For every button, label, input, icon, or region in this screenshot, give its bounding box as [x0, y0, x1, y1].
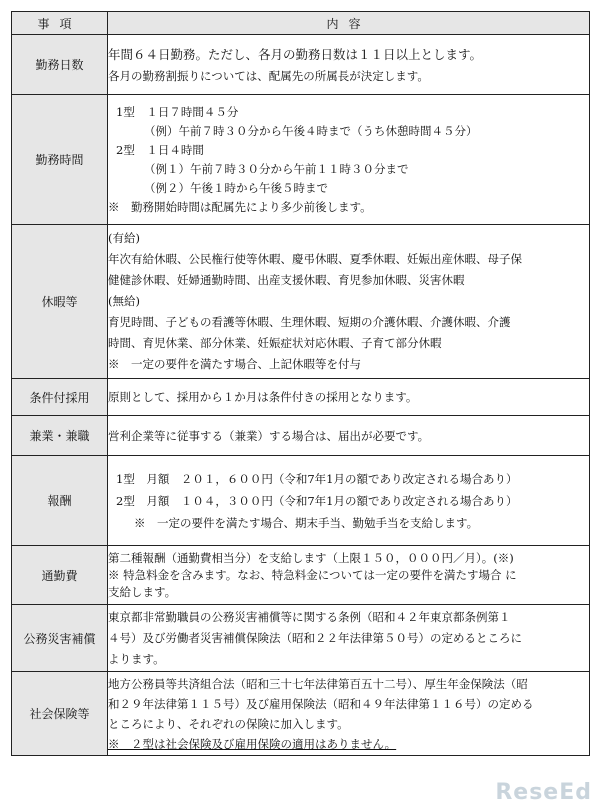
content-insurance: [108, 672, 590, 756]
row-workdays: [12, 35, 590, 95]
text-line: 支給します。: [108, 584, 177, 599]
text-line: 各月の勤務割振りについては、配属先の所属長が決定します。: [108, 68, 429, 83]
watermark-logo: ReseEd: [495, 780, 592, 805]
row-commute: [12, 546, 590, 605]
content-commute: [108, 546, 590, 605]
text-line: (有給): [108, 231, 140, 245]
text-line: 2型 １日４時間: [116, 142, 204, 157]
text-line: 第二種報酬（通勤費相当分）を支給します（上限１５０，０００円／月）。(※): [108, 550, 514, 565]
label-leave: 休暇等: [12, 225, 108, 379]
text-line: 健健診休暇、妊婦通勤時間、出産支援休暇、育児参加休暇、災害休暇: [108, 273, 465, 287]
label-hours: 勤務時間: [12, 95, 108, 225]
content-leave: [108, 225, 590, 379]
text-line: ※ 勤務開始時間は配属先により多少前後します。: [108, 199, 372, 214]
text-line: 時間、育児休業、部分休業、妊娠症状対応休暇、子育て部分休暇: [108, 336, 442, 350]
row-hours: [12, 95, 590, 225]
content-hours: [108, 95, 590, 225]
header-content: 内容: [108, 12, 590, 35]
label-workdays: 勤務日数: [12, 35, 108, 95]
text-line-note: ※ ２型は社会保険及び雇用保険の適用はありません。: [108, 736, 397, 751]
text-line: 2型 月額 １０４，３００円（令和7年1月の額であり改定される場合あり）: [116, 493, 518, 508]
text-line: 東京都非常勤職員の公務災害補償等に関する条例（昭和４２年東京都条例第１: [108, 609, 511, 624]
content-pay: [108, 456, 590, 546]
text-line: （例１）午前７時３０分から午前１１時３０分まで: [144, 161, 409, 176]
label-accident: 公務災害補償: [12, 605, 108, 672]
row-leave: [12, 225, 590, 379]
text-line: 地方公務員等共済組合法（昭和三十七年法律第百五十二号）、厚生年金保険法（昭: [108, 676, 528, 691]
row-sidejob: [12, 416, 590, 456]
content-workdays: [108, 35, 590, 95]
text-line: ところにより、それぞれの保険に加入します。: [108, 716, 349, 731]
text-line: (無給): [108, 294, 140, 308]
label-insurance: 社会保険等: [12, 672, 108, 756]
label-sidejob: 兼業・兼職: [12, 416, 108, 456]
employment-terms-table: [11, 11, 590, 756]
text-line: （例２）午後１時から午後５時まで: [144, 180, 328, 195]
text-line: ※ 一定の要件を満たす場合、上記休暇等を付与: [108, 357, 361, 371]
content-accident: [108, 605, 590, 672]
content-sidejob: [108, 416, 590, 456]
text-line: ※ 特急料金を含みます。なお、特急料金については一定の要件を満たす場合 に: [108, 567, 517, 582]
text-line: 原則として、採用から１か月は条件付きの採用となります。: [108, 390, 418, 404]
header-item: 事項: [12, 12, 108, 35]
text-line: 和２９年法律第１１５号）及び雇用保険法（昭和４９年法律第１１６号）の定める: [108, 696, 534, 711]
text-line: 年間６４日勤務。ただし、各月の勤務日数は１１日以上とします。: [108, 46, 483, 62]
text-line: ４号）及び労働者災害補償保険法（昭和２２年法律第５０号）の定めるところに: [108, 630, 522, 645]
label-pay: 報酬: [12, 456, 108, 546]
content-conditional: [108, 379, 590, 416]
text-line: 営利企業等に従事する（兼業）する場合は、届出が必要です。: [108, 428, 430, 443]
text-line: （例）午前７時３０分から午後４時まで（うち休憩時間４５分）: [144, 123, 478, 138]
label-conditional: 条件付採用: [12, 379, 108, 416]
table-header-row: [12, 12, 590, 35]
text-line: ※ 一定の要件を満たす場合、期末手当、勤勉手当を支給します。: [134, 515, 479, 530]
row-accident: [12, 605, 590, 672]
text-line: 1型 １日７時間４５分: [116, 104, 239, 119]
text-line: よります。: [108, 651, 165, 666]
text-line: 育児時間、子どもの看護等休暇、生理休暇、短期の介護休暇、介護休暇、介護: [108, 315, 511, 329]
row-pay: [12, 456, 590, 546]
row-conditional: [12, 379, 590, 416]
label-commute: 通勤費: [12, 546, 108, 605]
row-insurance: [12, 672, 590, 756]
text-line: 年次有給休暇、公民権行使等休暇、慶弔休暇、夏季休暇、妊娠出産休暇、母子保: [108, 252, 522, 266]
text-line: 1型 月額 ２０１，６００円（令和7年1月の額であり改定される場合あり）: [116, 471, 518, 486]
